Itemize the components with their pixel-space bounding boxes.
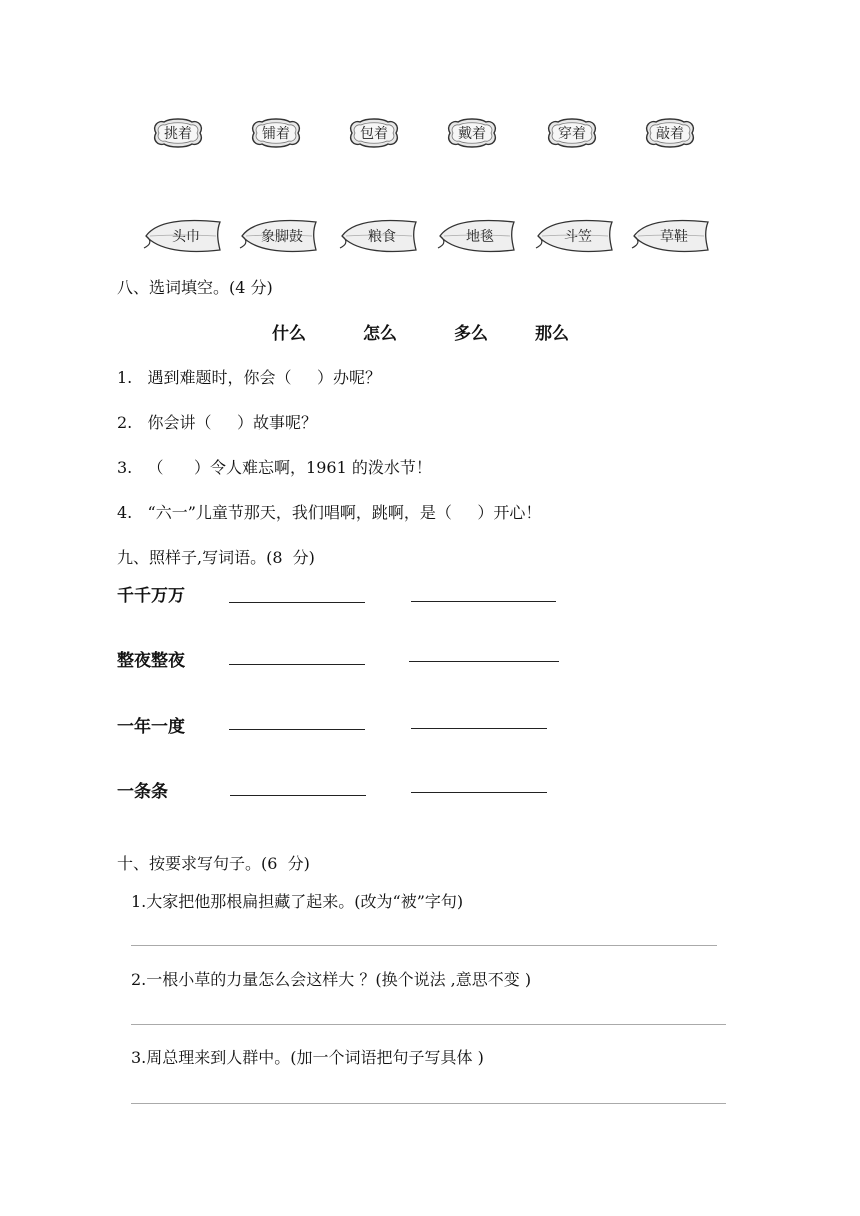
answer-blank[interactable]: [229, 729, 365, 730]
word-badge: [642, 116, 698, 150]
rewrite-question: 2.一根小草的力量怎么会这样大 ？(换个说法 ,意思不变 ): [131, 970, 532, 989]
answer-blank[interactable]: [411, 728, 547, 729]
word-badge: [444, 116, 500, 150]
option-word: 多么: [454, 324, 488, 344]
word-leaf: [630, 216, 712, 256]
answer-blank[interactable]: [230, 795, 366, 796]
example-word: 整夜整夜: [117, 651, 185, 671]
word-badge: [544, 116, 600, 150]
answer-blank[interactable]: [411, 601, 556, 602]
leaf-label: 象脚鼓: [261, 229, 303, 245]
badge-label: 敲着: [656, 126, 684, 142]
section-10-title: 十、按要求写句子。(6 分): [117, 854, 310, 873]
answer-line[interactable]: [131, 945, 717, 946]
fill-question: 4. “六一”儿童节那天，我们唱啊，跳啊，是（ ）开心！: [117, 503, 542, 522]
badge-label: 挑着: [164, 126, 192, 142]
answer-blank[interactable]: [411, 792, 547, 793]
word-leaf: [534, 216, 616, 256]
word-leaf: [142, 216, 224, 256]
answer-line[interactable]: [131, 1024, 726, 1025]
leaf-label: 斗笠: [564, 229, 592, 245]
word-badge: [248, 116, 304, 150]
badge-label: 铺着: [262, 126, 290, 142]
example-word: 千千万万: [117, 586, 185, 606]
badge-label: 戴着: [458, 126, 486, 142]
example-word: 一年一度: [117, 717, 185, 737]
fill-question: 2. 你会讲（ ）故事呢？: [117, 413, 317, 432]
example-word: 一条条: [117, 782, 168, 802]
word-leaf: [338, 216, 420, 256]
option-word: 什么: [272, 324, 306, 344]
fill-question: 3. （ ）令人难忘啊，1961 的泼水节！: [117, 458, 432, 477]
section-8-title: 八、选词填空。(4 分): [117, 278, 273, 297]
word-leaf: [436, 216, 518, 256]
leaf-label: 头巾: [172, 229, 200, 245]
leaf-label: 草鞋: [660, 229, 688, 245]
section-9-title: 九、照样子,写词语。(8 分): [117, 548, 315, 567]
rewrite-question: 3.周总理来到人群中。(加一个词语把句子写具体 ): [131, 1048, 484, 1067]
leaf-label: 粮食: [368, 229, 396, 245]
answer-blank[interactable]: [409, 661, 559, 662]
word-badge: [150, 116, 206, 150]
answer-line[interactable]: [131, 1103, 726, 1104]
word-badge: [346, 116, 402, 150]
badge-label: 穿着: [558, 126, 586, 142]
option-word: 怎么: [363, 324, 397, 344]
word-leaf: [238, 216, 320, 256]
option-word: 那么: [535, 324, 569, 344]
fill-question: 1. 遇到难题时，你会（ ）办呢？: [117, 368, 381, 387]
badge-label: 包着: [360, 126, 388, 142]
leaf-label: 地毯: [466, 229, 494, 245]
rewrite-question: 1.大家把他那根扁担藏了起来。(改为“被”字句): [131, 892, 464, 911]
answer-blank[interactable]: [229, 602, 365, 603]
answer-blank[interactable]: [229, 664, 365, 665]
